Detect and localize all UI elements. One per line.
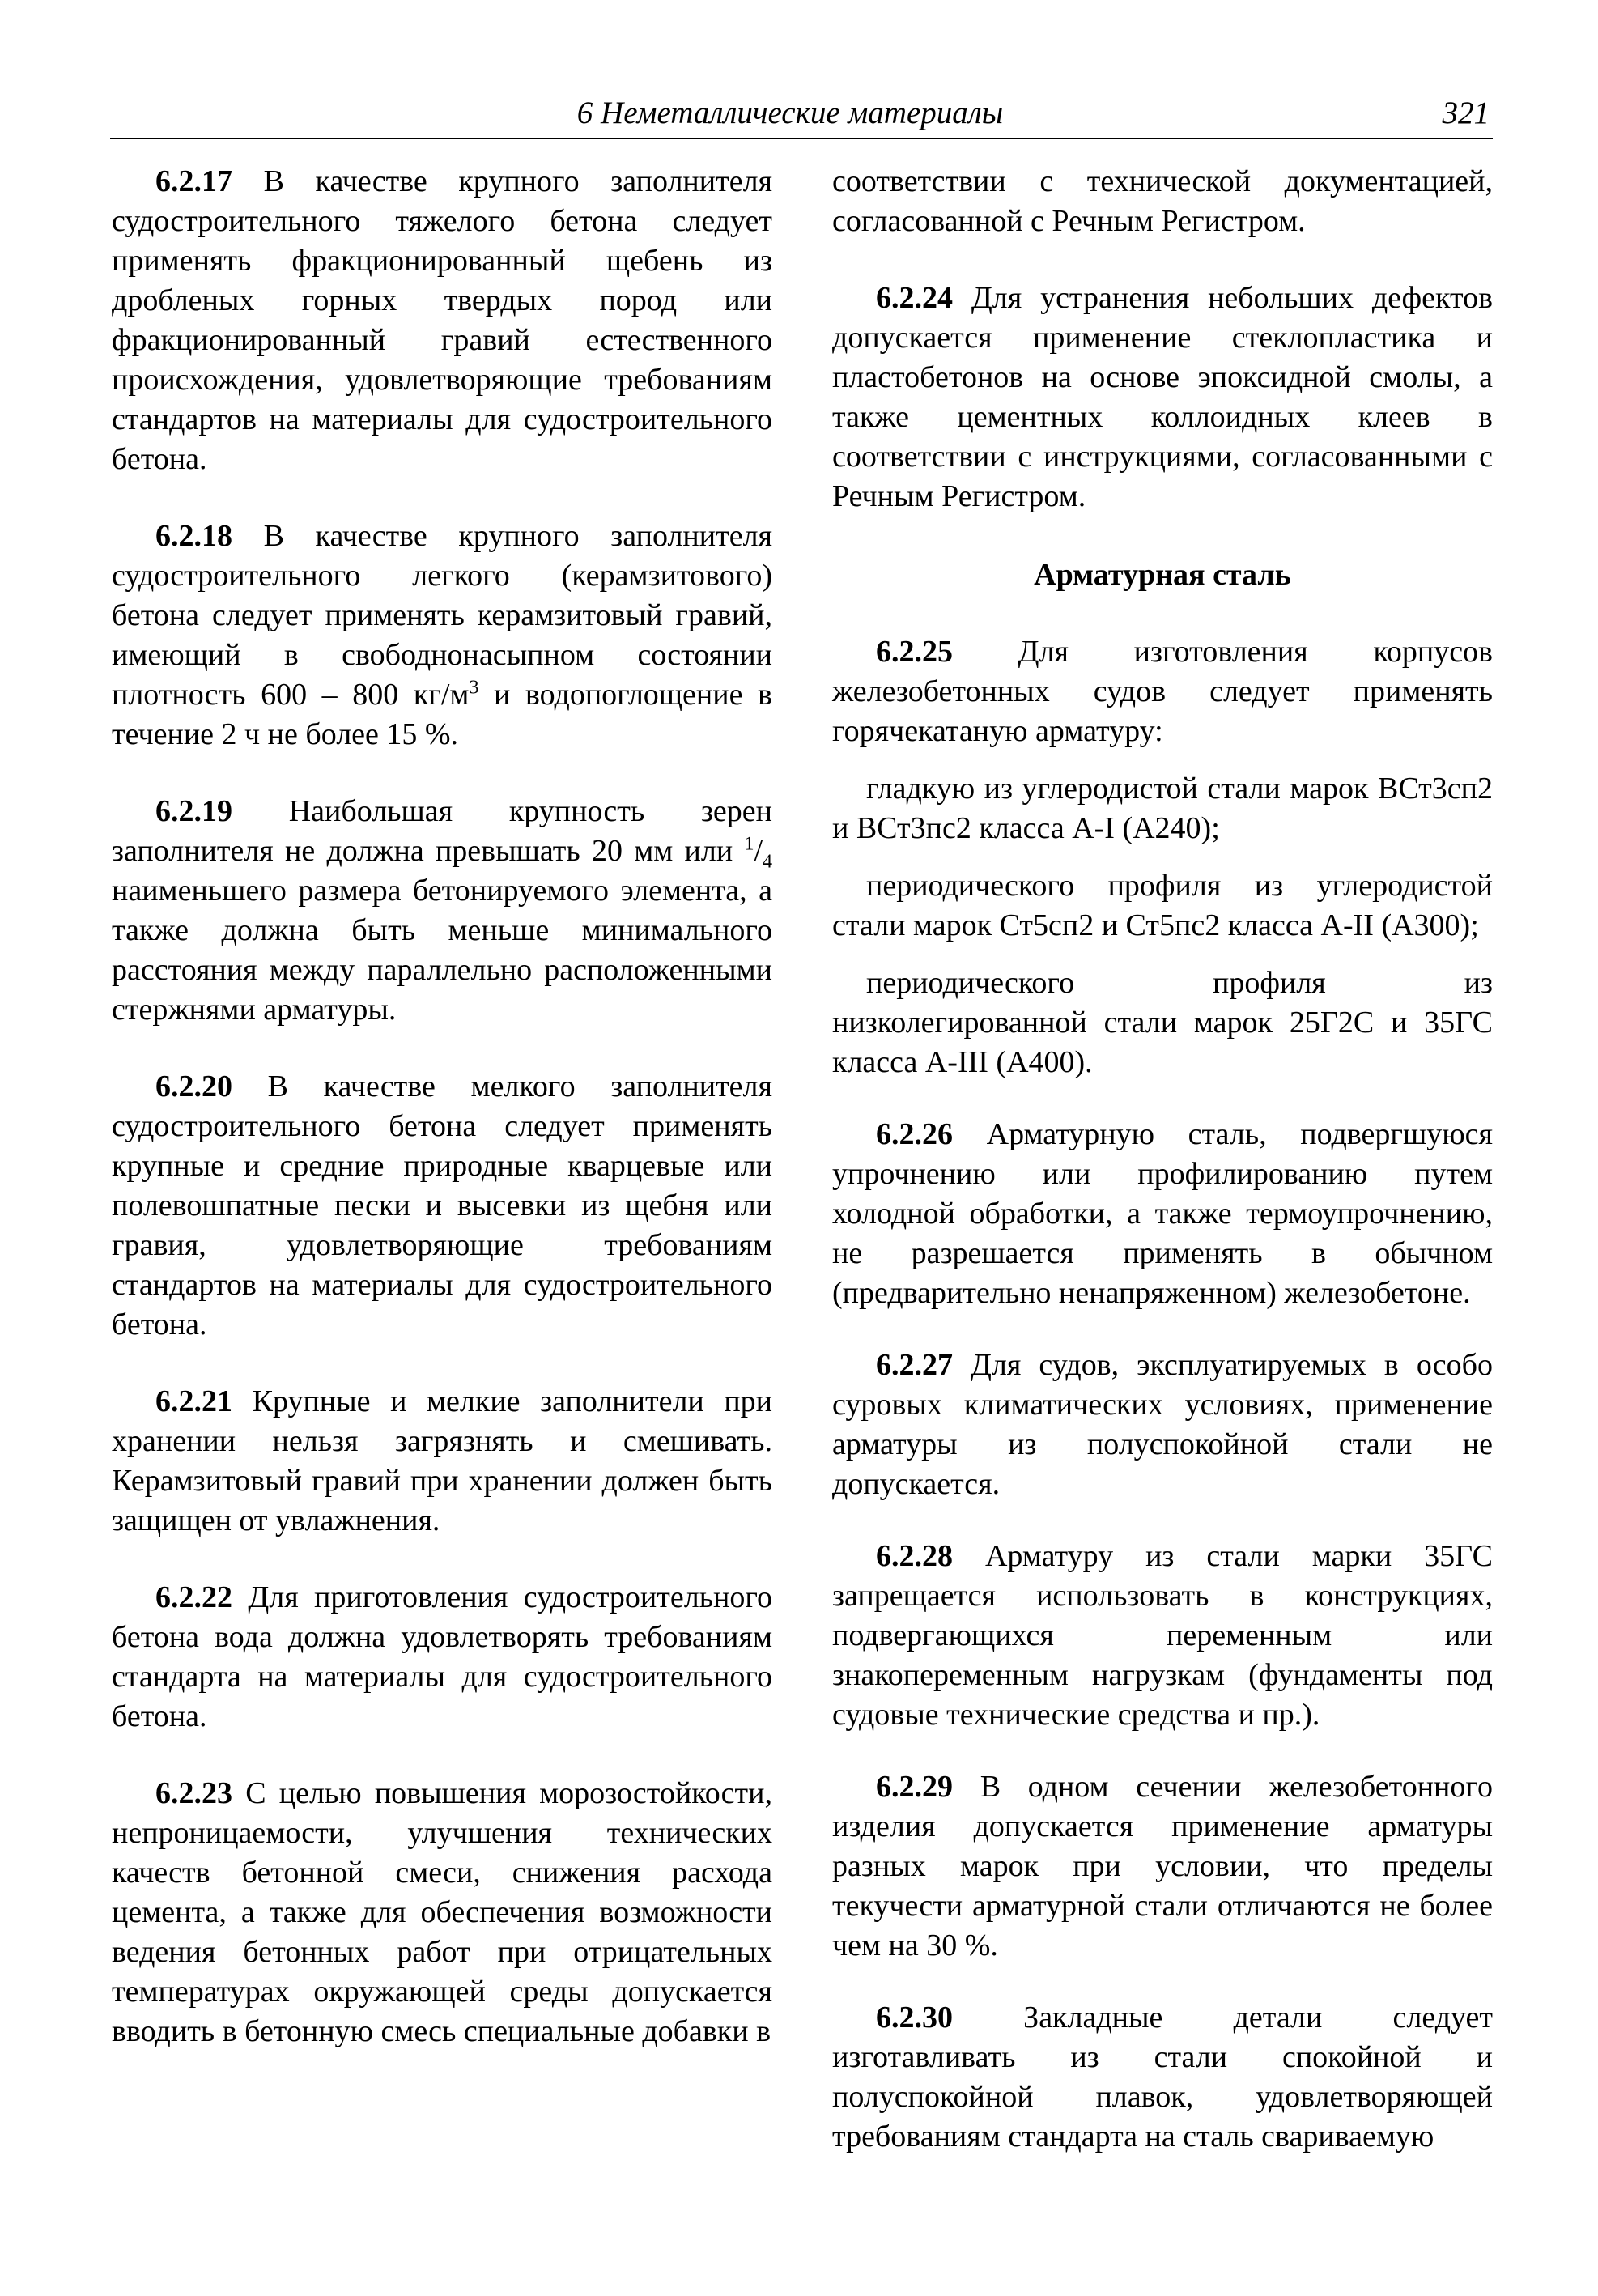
fraction-denominator: 4 xyxy=(763,851,772,873)
paragraph-number: 6.2.23 xyxy=(155,1776,232,1810)
paragraph-text: Закладные детали следует изготавливать из стали спокойной и полуспокойной плавок, удовлетворяющей требованиям стандарта на сталь свариваемую xyxy=(832,2000,1493,2154)
paragraph-text: С целью повышения морозостойкости, непроницаемости, улучшения технических качеств бетонной смеси, снижения расхода цемента, а также для обеспечения возможности ведения бетонных работ при отрицательных температурах окружающей среды допускается вводить в бетонную смесь специальные добавки в xyxy=(112,1776,772,2048)
paragraph-text: В одном сечении железобетонного изделия допускается применение арматуры разных марок при условии, что пределы текучести арматурной стали отличаются не более чем на 30 %. xyxy=(832,1770,1494,1962)
paragraph-6-2-19 xyxy=(112,792,772,1030)
list-item: периодического профиля из углеродистой стали марок Ст5сп2 и Ст5пс2 класса А-II (А300); xyxy=(832,869,1493,942)
paragraph-text: Наибольшая крупность зерен заполнителя не должна превышать 20 мм или xyxy=(112,794,772,868)
paragraph-text: Арматуру из стали марки 35ГС запрещается использовать в конструкциях, подвергающихся переменным или знакопеременным нагрузкам (фундаменты под судовые технические средства и пр.). xyxy=(832,1539,1493,1732)
paragraph-number: 6.2.29 xyxy=(876,1770,953,1804)
paragraph-number: 6.2.21 xyxy=(155,1384,232,1418)
paragraph-text: В качестве мелкого заполнителя судостроительного бетона следует применять крупные и средние природные кварцевые или полевошпатные пески и высевки из щебня или гравия, удовлетворяющие требованиям стандартов на материалы для судостроительного бетона. xyxy=(112,1069,772,1341)
page-number: 321 xyxy=(1442,96,1490,130)
fraction: $^1/_4$ xyxy=(744,833,772,873)
paragraph-number: 6.2.22 xyxy=(155,1580,232,1614)
paragraph-6-2-24 xyxy=(832,278,1493,517)
paragraph-6-2-30 xyxy=(832,1998,1493,2157)
paragraph-number: 6.2.25 xyxy=(876,635,953,669)
paragraph-number: 6.2.17 xyxy=(155,164,232,198)
paragraph-number: 6.2.28 xyxy=(876,1539,953,1573)
paragraph-6-2-23 xyxy=(112,1774,772,2052)
paragraph-6-2-17 xyxy=(112,162,772,479)
right-column xyxy=(832,162,1493,2157)
paragraph-6-2-21 xyxy=(112,1382,772,1541)
paragraph-6-2-27 xyxy=(832,1346,1493,1504)
paragraph-text: В качестве крупного заполнителя судостроительного легкого (керамзитового) бетона следует применять керамзитовый гравий, имеющий в свободнонасыпном состоянии плотность 600 – 800 кг/м xyxy=(112,519,773,712)
paragraph-6-2-18 xyxy=(112,517,772,755)
running-header xyxy=(110,91,1493,139)
fraction-numerator: 1 xyxy=(744,833,754,855)
paragraph-6-2-25 xyxy=(832,632,1493,751)
paragraph-number: 6.2.26 xyxy=(876,1117,953,1151)
paragraph-text: Для судов, эксплуатируемых в особо суровых климатических условиях, применение арматуры из полуспокойной стали не допускается. xyxy=(832,1348,1493,1501)
paragraph-6-2-28 xyxy=(832,1537,1493,1735)
paragraph-text: Арматурную сталь, подвергшуюся упрочнению или профилированию путем холодной обработки, а также термоупрочнению, не разрешается применять в обычном (предварительно ненапряженном) железобетоне. xyxy=(832,1117,1493,1310)
paragraph-6-2-22 xyxy=(112,1578,772,1737)
superscript: 3 xyxy=(469,677,479,699)
paragraph-number: 6.2.18 xyxy=(155,519,232,553)
paragraph-number: 6.2.19 xyxy=(155,794,232,828)
paragraph-number: 6.2.30 xyxy=(876,2000,953,2035)
list-item: гладкую из углеродистой стали марок ВСт3сп2 и ВСт3пс2 класса А-I (А240); xyxy=(832,772,1493,845)
running-header-title: 6 Неметаллические материалы xyxy=(576,96,1004,130)
paragraph-6-2-29 xyxy=(832,1767,1493,1966)
paragraph-text-continued: наименьшего размера бетонируемого элемента, а также должна быть меньше минимального расстояния между параллельно расположенными стержнями арматуры. xyxy=(112,874,772,1027)
paragraph-text: В качестве крупного заполнителя судостроительного тяжелого бетона следует применять фракционированный щебень из дробленых горных твердых пород или фракционированный гравий естественного происхождения, удовлетворяющие требованиям стандартов на материалы для судостроительного бетона. xyxy=(112,164,773,476)
paragraph-text: Для приготовления судостроительного бетона вода должна удовлетворять требованиям стандарта на материалы для судостроительного бетона. xyxy=(112,1580,772,1733)
paragraph-text: Для изготовления корпусов железобетонных судов следует применять горячекатаную арматуру: xyxy=(832,635,1493,748)
paragraph-6-2-26 xyxy=(832,1115,1493,1313)
paragraph-number: 6.2.20 xyxy=(155,1069,232,1103)
paragraph-text-continued: и водопоглощение в течение 2 ч не более 15 %. xyxy=(112,678,772,751)
paragraph-number: 6.2.24 xyxy=(876,281,953,315)
section-heading: Арматурная сталь xyxy=(1034,558,1291,592)
paragraph-6-2-20 xyxy=(112,1067,772,1345)
paragraph-number: 6.2.27 xyxy=(876,1348,953,1382)
list-item: периодического профиля из низколегированной стали марок 25Г2С и 35ГС класса А-III (А400). xyxy=(832,966,1493,1079)
left-column xyxy=(112,162,772,2052)
paragraph-continuation: соответствии с технической документацией, согласованной с Речным Регистром. xyxy=(832,164,1493,238)
paragraph-text: Для устранения небольших дефектов допускается применение стеклопластика и пластобетонов на основе эпоксидной смолы, а также цементных коллоидных клеев в соответствии с инструкциями, согласованными с Речным Регистром. xyxy=(832,281,1494,513)
paragraph-text: Крупные и мелкие заполнители при хранении нельзя загрязнять и смешивать. Керамзитовый гравий при хранении должен быть защищен от увлажнения. xyxy=(112,1384,772,1537)
